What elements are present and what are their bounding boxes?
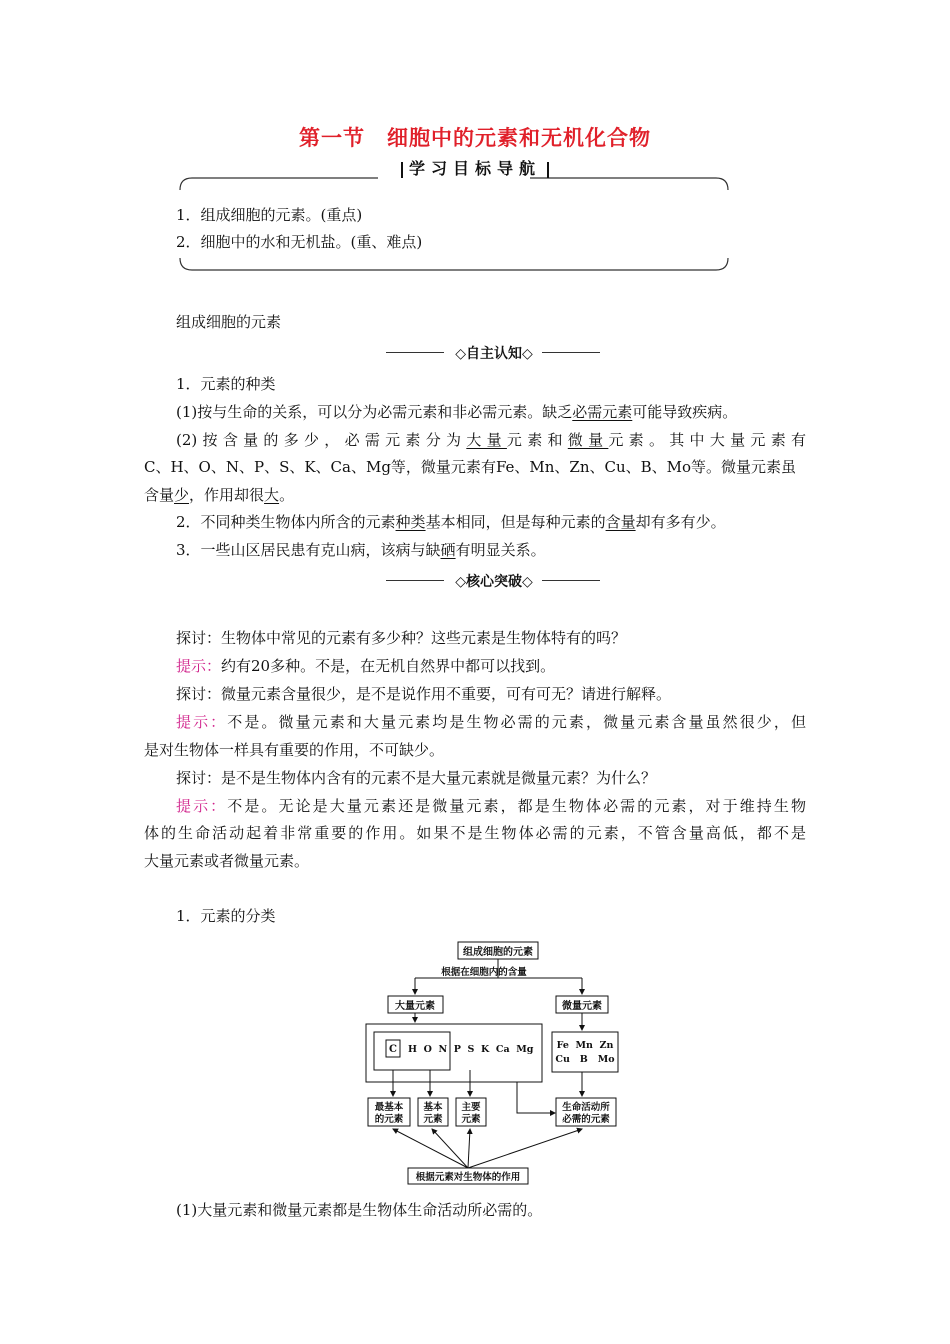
question-3: 探讨：是不是生物体内含有的元素不是大量元素就是微量元素？为什么？ [176, 769, 657, 787]
self-study-label: 自主认知 [466, 346, 522, 362]
paragraph-2-line-2: C、H、O、N、P、S、K、Ca、Mg等，微量元素有Fe、Mn、Zn、Cu、B、Mo等。微量元素虽 [144, 458, 797, 476]
element-classification-diagram [360, 936, 630, 1188]
hint-label: 提示： [176, 657, 222, 675]
micro-elements-box [552, 1032, 618, 1072]
classification-note-1: (1)大量元素和微量元素都是生物体生命活动所必需的。 [176, 1201, 543, 1219]
paragraph-1: (1)按与生命的关系，可以分为必需元素和非必需元素。缺乏必需元素可能导致疾病。 [176, 403, 738, 421]
root-label: 组成细胞的元素 [463, 947, 533, 958]
answer-3-line-1: 提示：不是。无论是大量元素还是微量元素，都是生物体必需的元素，对于维持生物 [176, 797, 806, 815]
objectives-heading: 学习目标导航 [380, 156, 570, 182]
by-content-label: 根据在细胞内的含量 [441, 967, 527, 978]
micro-label: 微量元素 [562, 1001, 602, 1012]
hint-label: 提示： [176, 713, 228, 731]
answer-3-line-3: 大量元素或者微量元素。 [144, 852, 310, 870]
kinds-title: 1．元素的种类 [176, 375, 276, 393]
page-title [0, 122, 950, 152]
title-text: 细胞中的元素和无机化合物 [387, 126, 651, 150]
most-basic-line-2: 的元素 [374, 1114, 404, 1125]
classification-title: 1．元素的分类 [176, 907, 276, 925]
answer-3-line-2: 体的生命活动起着非常重要的作用。如果不是生物体必需的元素，不管含量高低，都不是 [144, 824, 806, 842]
title-section-number: 第一节 [299, 126, 365, 150]
macro-elements-label: H O N P S K Ca Mg [408, 1044, 534, 1055]
question-2: 探讨：微量元素含量很少，是不是说作用不重要，可有可无？请进行解释。 [176, 685, 672, 703]
paragraph-2-line-1: (2)按含量的多少，必需元素分为大量元素和微量元素。其中大量元素有 [176, 431, 806, 449]
micro-elements-line-2: Cu B Mo [555, 1054, 615, 1065]
answer-1: 提示：约有20多种。不是，在无机自然界中都可以找到。 [176, 657, 556, 675]
basic-line-2: 元素 [423, 1114, 443, 1125]
essential-line-1: 生命活动所 [562, 1102, 610, 1113]
main-line-2: 元素 [461, 1114, 481, 1125]
answer-2-line-1: 提示：不是。微量元素和大量元素均是生物必需的元素，微量元素含量虽然很少，但 [176, 713, 806, 731]
essential-line-2: 必需的元素 [562, 1114, 610, 1125]
micro-elements-line-1: Fe Mn Zn [556, 1040, 614, 1051]
self-study-divider: ◇自主认知◇ [386, 344, 600, 360]
section-heading: 组成细胞的元素 [176, 313, 282, 331]
basic-line-1: 基本 [423, 1102, 443, 1113]
core-divider: ◇核心突破◇ [386, 572, 600, 588]
objective-item-1: 1．组成细胞的元素。(重点) [176, 206, 363, 224]
paragraph-2-line-3: 含量少，作用却很大。 [144, 486, 295, 504]
c-label: C [389, 1044, 397, 1055]
hint-label: 提示： [176, 797, 228, 815]
main-line-1: 主要 [461, 1102, 481, 1113]
paragraph-3: 2．不同种类生物体内所含的元素种类基本相同，但是每种元素的含量却有多有少。 [176, 513, 726, 531]
core-label: 核心突破 [466, 574, 522, 590]
macro-label: 大量元素 [395, 1001, 435, 1012]
answer-2-line-2: 是对生物体一样具有重要的作用，不可缺少。 [144, 741, 445, 759]
by-function-label: 根据元素对生物体的作用 [415, 1172, 521, 1183]
paragraph-4: 3．一些山区居民患有克山病，该病与缺硒有明显关系。 [176, 541, 546, 559]
most-basic-line-1: 最基本 [374, 1102, 404, 1113]
objective-item-2: 2．细胞中的水和无机盐。(重、难点) [176, 233, 423, 251]
question-1: 探讨：生物体中常见的元素有多少种？这些元素是生物体特有的吗？ [176, 629, 627, 647]
